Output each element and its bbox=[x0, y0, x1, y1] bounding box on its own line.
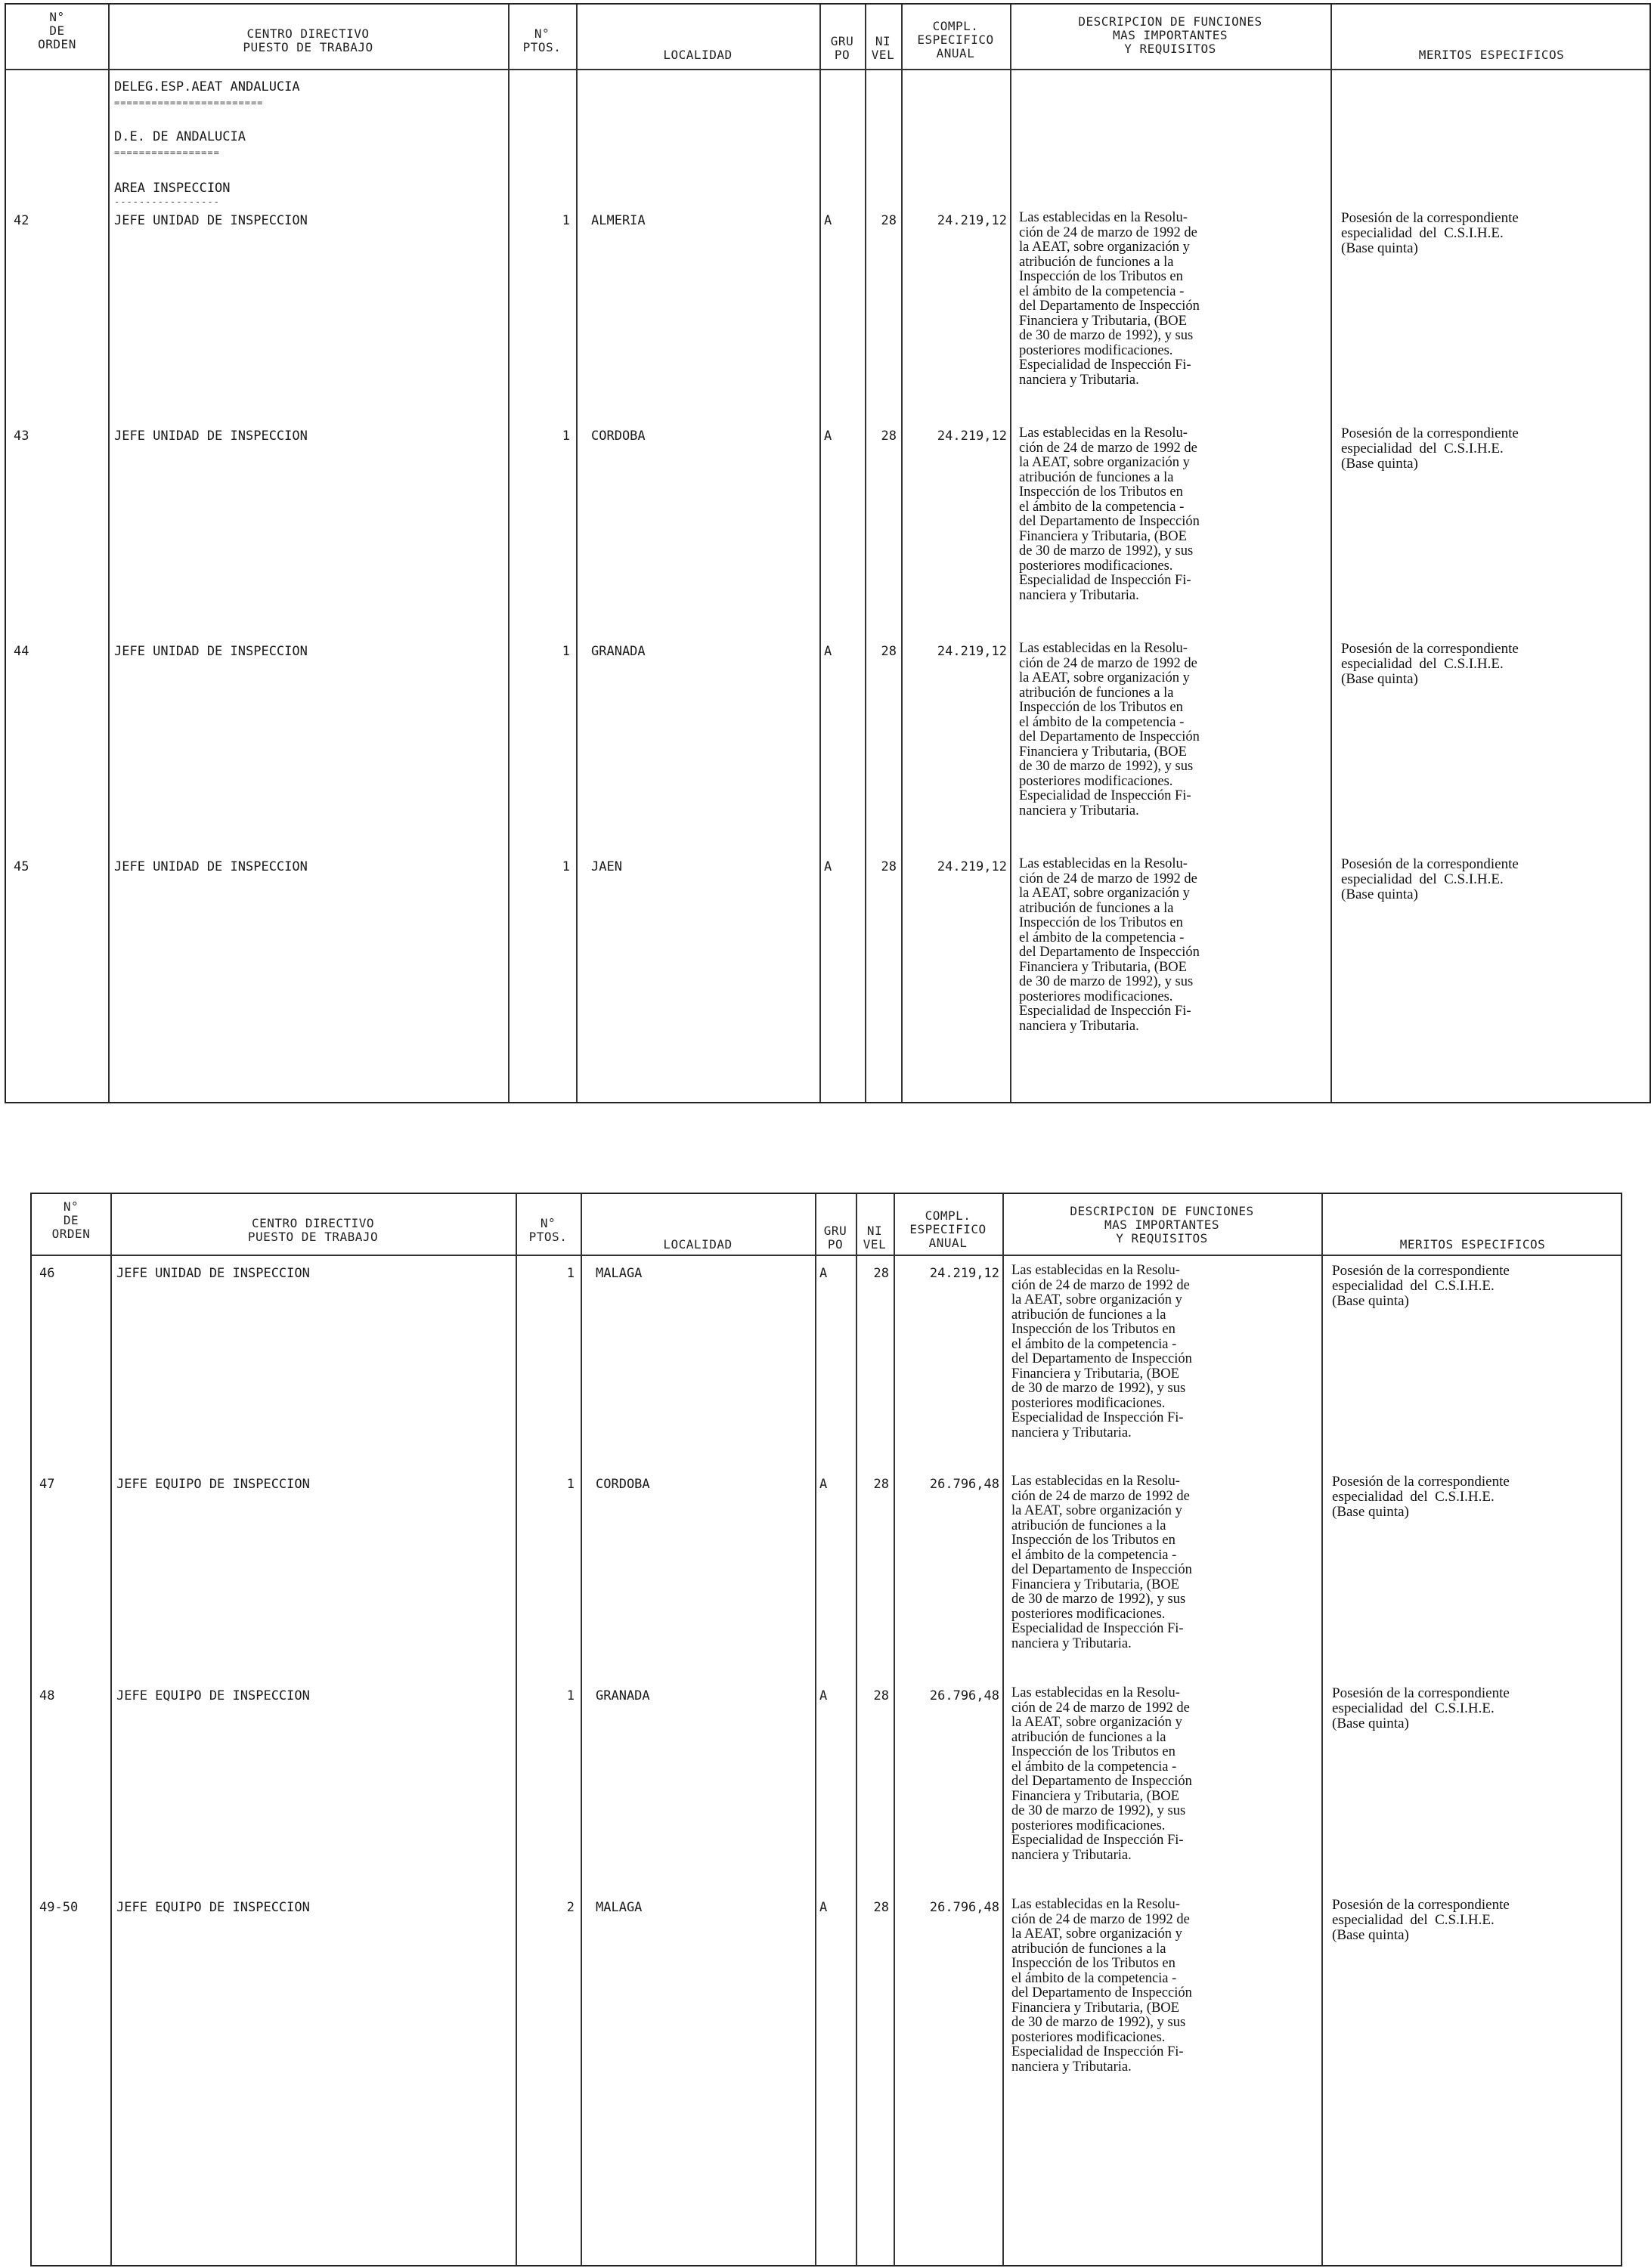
cell-meritos-especificos: Posesión de la correspondiente especialidad del C.S.I.H.E. (Base quinta) bbox=[1341, 641, 1519, 687]
cell-compl-especifico: 24.219,12 bbox=[937, 644, 1007, 659]
cell-meritos-especificos: Posesión de la correspondiente especialidad del C.S.I.H.E. (Base quinta) bbox=[1332, 1263, 1510, 1309]
column-divider bbox=[508, 5, 510, 1102]
cell-compl-especifico: 26.796,48 bbox=[929, 1688, 999, 1703]
cell-puesto-trabajo: JEFE EQUIPO DE INSPECCION bbox=[116, 1477, 310, 1492]
cell-ptos: 1 bbox=[566, 1266, 575, 1281]
header-separator bbox=[6, 69, 1649, 70]
cell-ptos: 2 bbox=[566, 1900, 575, 1915]
cell-nivel: 28 bbox=[873, 1900, 889, 1915]
cell-orden: 47 bbox=[39, 1477, 55, 1492]
header-orden: N° DE ORDEN bbox=[51, 1199, 91, 1241]
cell-localidad: MALAGA bbox=[596, 1900, 643, 1915]
header-ptos: N° PTOS. bbox=[522, 26, 562, 54]
cell-nivel: 28 bbox=[873, 1477, 889, 1492]
cell-nivel: 28 bbox=[873, 1688, 889, 1703]
cell-grupo: A bbox=[824, 429, 832, 444]
section-deleg-esp: DELEG.ESP.AEAT ANDALUCIA bbox=[114, 79, 300, 94]
header-compl-especifico: COMPL. ESPECIFICO ANUAL bbox=[917, 19, 994, 60]
cell-compl-especifico: 24.219,12 bbox=[937, 213, 1007, 228]
header-descripcion: DESCRIPCION DE FUNCIONES MAS IMPORTANTES Y REQUISITOS bbox=[1078, 14, 1262, 56]
column-divider bbox=[110, 1194, 112, 2265]
section-de-underline: ================= bbox=[114, 147, 220, 158]
column-divider bbox=[894, 1194, 895, 2265]
column-divider bbox=[1010, 5, 1011, 1102]
table-sheet-2 bbox=[30, 1193, 1622, 2266]
cell-grupo: A bbox=[819, 1900, 828, 1915]
cell-compl-especifico: 24.219,12 bbox=[929, 1266, 999, 1281]
header-separator bbox=[32, 1255, 1621, 1256]
cell-compl-especifico: 24.219,12 bbox=[937, 859, 1007, 874]
header-meritos: MERITOS ESPECIFICOS bbox=[1418, 48, 1565, 62]
cell-puesto-trabajo: JEFE UNIDAD DE INSPECCION bbox=[116, 1266, 310, 1281]
column-divider bbox=[108, 5, 110, 1102]
cell-orden: 46 bbox=[39, 1266, 55, 1281]
cell-grupo: A bbox=[824, 859, 832, 874]
column-divider bbox=[516, 1194, 517, 2265]
cell-ptos: 1 bbox=[562, 644, 570, 659]
header-centro-directivo: CENTRO DIRECTIVO PUESTO DE TRABAJO bbox=[243, 26, 373, 54]
cell-puesto-trabajo: JEFE UNIDAD DE INSPECCION bbox=[114, 644, 308, 659]
section-area-inspeccion: AREA INSPECCION bbox=[114, 181, 231, 196]
cell-localidad: CORDOBA bbox=[596, 1477, 650, 1492]
cell-descripcion-funciones: Las establecidas en la Resolu- ción de 24 de marzo de 1992 de la AEAT, sobre organización y atribución de funciones a la Inspección de los Tributos en el ámbito de la competencia - del Departamento de Inspección Financiera y Tributaria, (BOE de 30 de marzo de 1992), y sus posteriores modificaciones. Especialidad de Inspección Fi- nanciera y Tributaria. bbox=[1011, 1897, 1192, 2075]
cell-grupo: A bbox=[824, 644, 832, 659]
cell-nivel: 28 bbox=[881, 644, 897, 659]
header-meritos: MERITOS ESPECIFICOS bbox=[1399, 1237, 1546, 1252]
cell-localidad: GRANADA bbox=[591, 644, 646, 659]
cell-puesto-trabajo: JEFE UNIDAD DE INSPECCION bbox=[114, 213, 308, 228]
header-ptos: N° PTOS. bbox=[528, 1216, 568, 1244]
section-area-underline: ----------------- bbox=[114, 196, 220, 207]
cell-orden: 42 bbox=[14, 213, 29, 228]
section-de-andalucia: D.E. DE ANDALUCIA bbox=[114, 129, 246, 144]
column-divider bbox=[815, 1194, 816, 2265]
cell-ptos: 1 bbox=[566, 1477, 575, 1492]
cell-descripcion-funciones: Las establecidas en la Resolu- ción de 24 de marzo de 1992 de la AEAT, sobre organización y atribución de funciones a la Inspección de los Tributos en el ámbito de la competencia - del Departamento de Inspección Financiera y Tributaria, (BOE de 30 de marzo de 1992), y sus posteriores modificaciones. Especialidad de Inspección Fi- nanciera y Tributaria. bbox=[1019, 425, 1200, 603]
section-deleg-underline: ======================== bbox=[114, 97, 264, 108]
header-nivel: NI VEL bbox=[871, 34, 895, 62]
cell-meritos-especificos: Posesión de la correspondiente especialidad del C.S.I.H.E. (Base quinta) bbox=[1332, 1474, 1510, 1520]
cell-nivel: 28 bbox=[873, 1266, 889, 1281]
cell-localidad: MALAGA bbox=[596, 1266, 643, 1281]
cell-ptos: 1 bbox=[562, 859, 570, 874]
cell-puesto-trabajo: JEFE EQUIPO DE INSPECCION bbox=[116, 1900, 310, 1915]
cell-orden: 49-50 bbox=[39, 1900, 79, 1915]
cell-localidad: CORDOBA bbox=[591, 429, 646, 444]
cell-orden: 48 bbox=[39, 1688, 55, 1703]
column-divider bbox=[856, 1194, 857, 2265]
cell-descripcion-funciones: Las establecidas en la Resolu- ción de 24 de marzo de 1992 de la AEAT, sobre organización y atribución de funciones a la Inspección de los Tributos en el ámbito de la competencia - del Departamento de Inspección Financiera y Tributaria, (BOE de 30 de marzo de 1992), y sus posteriores modificaciones. Especialidad de Inspección Fi- nanciera y Tributaria. bbox=[1011, 1685, 1192, 1863]
cell-orden: 43 bbox=[14, 429, 29, 444]
cell-nivel: 28 bbox=[881, 859, 897, 874]
cell-compl-especifico: 24.219,12 bbox=[937, 429, 1007, 444]
header-descripcion: DESCRIPCION DE FUNCIONES MAS IMPORTANTES Y REQUISITOS bbox=[1070, 1204, 1254, 1245]
cell-localidad: ALMERIA bbox=[591, 213, 646, 228]
cell-grupo: A bbox=[819, 1266, 828, 1281]
column-divider bbox=[576, 5, 578, 1102]
cell-nivel: 28 bbox=[881, 213, 897, 228]
table-sheet-1 bbox=[5, 3, 1651, 1103]
cell-ptos: 1 bbox=[562, 429, 570, 444]
column-divider bbox=[581, 1194, 582, 2265]
cell-localidad: JAEN bbox=[591, 859, 622, 874]
column-divider bbox=[819, 5, 821, 1102]
column-divider bbox=[1321, 1194, 1323, 2265]
cell-descripcion-funciones: Las establecidas en la Resolu- ción de 24 de marzo de 1992 de la AEAT, sobre organización y atribución de funciones a la Inspección de los Tributos en el ámbito de la competencia - del Departamento de Inspección Financiera y Tributaria, (BOE de 30 de marzo de 1992), y sus posteriores modificaciones. Especialidad de Inspección Fi- nanciera y Tributaria. bbox=[1011, 1474, 1192, 1651]
cell-compl-especifico: 26.796,48 bbox=[929, 1477, 999, 1492]
cell-compl-especifico: 26.796,48 bbox=[929, 1900, 999, 1915]
cell-puesto-trabajo: JEFE UNIDAD DE INSPECCION bbox=[114, 429, 308, 444]
cell-grupo: A bbox=[819, 1477, 828, 1492]
header-centro-directivo: CENTRO DIRECTIVO PUESTO DE TRABAJO bbox=[247, 1216, 379, 1244]
cell-grupo: A bbox=[819, 1688, 828, 1703]
column-divider bbox=[901, 5, 903, 1102]
cell-descripcion-funciones: Las establecidas en la Resolu- ción de 24 de marzo de 1992 de la AEAT, sobre organización y atribución de funciones a la Inspección de los Tributos en el ámbito de la competencia - del Departamento de Inspección Financiera y Tributaria, (BOE de 30 de marzo de 1992), y sus posteriores modificaciones. Especialidad de Inspección Fi- nanciera y Tributaria. bbox=[1019, 641, 1200, 818]
cell-meritos-especificos: Posesión de la correspondiente especialidad del C.S.I.H.E. (Base quinta) bbox=[1332, 1897, 1510, 1943]
cell-descripcion-funciones: Las establecidas en la Resolu- ción de 24 de marzo de 1992 de la AEAT, sobre organización y atribución de funciones a la Inspección de los Tributos en el ámbito de la competencia - del Departamento de Inspección Financiera y Tributaria, (BOE de 30 de marzo de 1992), y sus posteriores modificaciones. Especialidad de Inspección Fi- nanciera y Tributaria. bbox=[1011, 1263, 1192, 1440]
cell-meritos-especificos: Posesión de la correspondiente especialidad del C.S.I.H.E. (Base quinta) bbox=[1341, 856, 1519, 902]
header-grupo: GRU PO bbox=[830, 34, 854, 62]
header-orden: N° DE ORDEN bbox=[38, 10, 76, 51]
header-nivel: NI VEL bbox=[863, 1224, 887, 1252]
cell-meritos-especificos: Posesión de la correspondiente especialidad del C.S.I.H.E. (Base quinta) bbox=[1341, 425, 1519, 472]
column-divider bbox=[1330, 5, 1332, 1102]
column-divider bbox=[1002, 1194, 1004, 2265]
cell-meritos-especificos: Posesión de la correspondiente especialidad del C.S.I.H.E. (Base quinta) bbox=[1341, 210, 1519, 256]
header-localidad: LOCALIDAD bbox=[663, 48, 733, 62]
column-divider bbox=[865, 5, 866, 1102]
header-localidad: LOCALIDAD bbox=[663, 1237, 733, 1252]
cell-localidad: GRANADA bbox=[596, 1688, 650, 1703]
cell-ptos: 1 bbox=[562, 213, 570, 228]
cell-orden: 44 bbox=[14, 644, 29, 659]
cell-descripcion-funciones: Las establecidas en la Resolu- ción de 24 de marzo de 1992 de la AEAT, sobre organización y atribución de funciones a la Inspección de los Tributos en el ámbito de la competencia - del Departamento de Inspección Financiera y Tributaria, (BOE de 30 de marzo de 1992), y sus posteriores modificaciones. Especialidad de Inspección Fi- nanciera y Tributaria. bbox=[1019, 856, 1200, 1034]
header-grupo: GRU PO bbox=[823, 1224, 847, 1252]
cell-puesto-trabajo: JEFE EQUIPO DE INSPECCION bbox=[116, 1688, 310, 1703]
header-compl-especifico: COMPL. ESPECIFICO ANUAL bbox=[909, 1208, 987, 1250]
cell-meritos-especificos: Posesión de la correspondiente especialidad del C.S.I.H.E. (Base quinta) bbox=[1332, 1685, 1510, 1731]
cell-descripcion-funciones: Las establecidas en la Resolu- ción de 24 de marzo de 1992 de la AEAT, sobre organización y atribución de funciones a la Inspección de los Tributos en el ámbito de la competencia - del Departamento de Inspección Financiera y Tributaria, (BOE de 30 de marzo de 1992), y sus posteriores modificaciones. Especialidad de Inspección Fi- nanciera y Tributaria. bbox=[1019, 210, 1200, 388]
cell-grupo: A bbox=[824, 213, 832, 228]
cell-orden: 45 bbox=[14, 859, 29, 874]
cell-nivel: 28 bbox=[881, 429, 897, 444]
cell-ptos: 1 bbox=[566, 1688, 575, 1703]
cell-puesto-trabajo: JEFE UNIDAD DE INSPECCION bbox=[114, 859, 308, 874]
